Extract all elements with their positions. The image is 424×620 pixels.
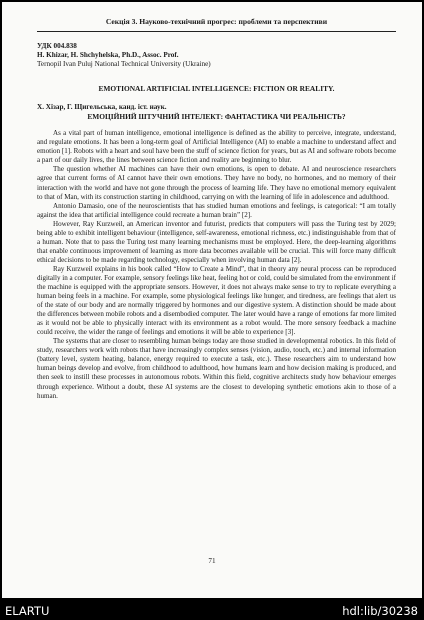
title-ukrainian: ЕМОЦІЙНИЙ ШТУЧНИЙ ІНТЕЛЕКТ: ФАНТАСТИКА ЧИ РЕАЛЬНІСТЬ? — [87, 112, 346, 122]
title-english: EMOTIONAL ARTIFICIAL INTELLIGENCE: FICTION OR REALITY. — [98, 83, 335, 93]
authors-ukrainian: Х. Хізар, Г. Щигельська, канд. іст. наук. — [37, 102, 167, 111]
document-page — [2, 2, 422, 598]
affiliation: Ternopil Ivan Puluj National Technical University (Ukraine) — [37, 60, 211, 69]
paragraph: Ray Kurzweil explains in his book called “How to Create a Mind”, that in theory any neural process can be reproduced digitally in a computer. For example, sensory feelings like heat, feeling hot or cold, could be simulated from the environment if the machine is equipped with the appropriate sensors. However, it does not always make sense to try to replicate everything a human being feels in a machine. For example, some physiological feelings like hunger, and tiredness, are feelings that alert us of the state of our body and are normally triggered by hormones and our digestive system. A distinction should be made about the differences between mobile robots and a disembodied computer. The later would have a range of emotions far more limited as it would not be able to physically interact with its environment as a robot would. The more sensory feedback a machine could receive, the wider the range of feelings and emotions it will be able to experience [3]. — [37, 264, 396, 337]
article-body — [37, 129, 396, 400]
paragraph: However, Ray Kurzweil, an American inventor and futurist, predicts that computers will pass the Turing test by 2029; being able to exhibit intelligent behaviour (intelligence, self-awareness, emotional richness, etc.) indistinguishable from that of a human. Note that to pass the Turing test many learning mechanisms must be employed. Here, the deep-learning algorithms that enable continuous improvement of learning as more data becomes available will be crucial. This will force many difficult ethical decisions to be made regarding technology, especially when involving human data [2]. — [37, 219, 396, 264]
paragraph: The question whether AI machines can have their own emotions, is open to debate. AI and neuroscience researchers agree that current forms of AI cannot have their own emotions. They have no body, no hormones, and no memory of their interaction with the world and have not gone through the process of learning life. They have no emotional memory equivalent to that of Man, with its construction starting in childhood, carrying on with the learning of life in adolescence and adulthood. — [37, 165, 396, 201]
paragraph: As a vital part of human intelligence, emotional intelligence is defined as the ability to perceive, integrate, understand, and regulate emotions. It has been a long-term goal of Artificial Intelligence (AI) to enable a machine to understand affect and emotion [1]. Robots with a heart and soul have been the stuff of science fiction for years, but as AI and software robots become a part of our daily lives, the lines between science fiction and reality are beginning to blur. — [37, 129, 396, 165]
footer-bar — [0, 598, 424, 620]
paragraph: The systems that are closer to resembling human beings today are those studied in developmental robotics. In this field of study, researchers work with robots that have increasingly complex senses (vision, audio, touch, etc.) and internal information (battery level, system heating, balance, energy required to execute a task, etc.). These researchers aim to understand how human beings develop and evolve, from childhood to adulthood, how humans learn and how decision making is produced, and then seek to instill these processes in autonomous robots. Within this field, cognitive architects study how behaviour emerges through experience. Without a doubt, these AI systems are the closest to developing synthetic emotions akin to those of a human. — [37, 337, 396, 400]
footer-handle-label: hdl:lib/30238 — [342, 604, 418, 618]
section-header: Секція 3. Науково-технічний прогрес: проблеми та перспективи — [105, 17, 328, 26]
authors-english: H. Khizar, H. Shchyhelska, Ph.D., Assoc. Prof. — [37, 51, 179, 60]
paragraph: Antonio Damasio, one of the neuroscientists that has studied human emotions and feelings, is categorical: “I am totally against the idea that artificial intelligence could recreate a human brain” [2]. — [37, 201, 396, 219]
header-divider — [37, 31, 396, 32]
udk-code: УДК 004.838 — [37, 42, 77, 50]
page-number: 71 — [208, 557, 216, 565]
footer-repository-label: ELARTU — [5, 604, 50, 618]
